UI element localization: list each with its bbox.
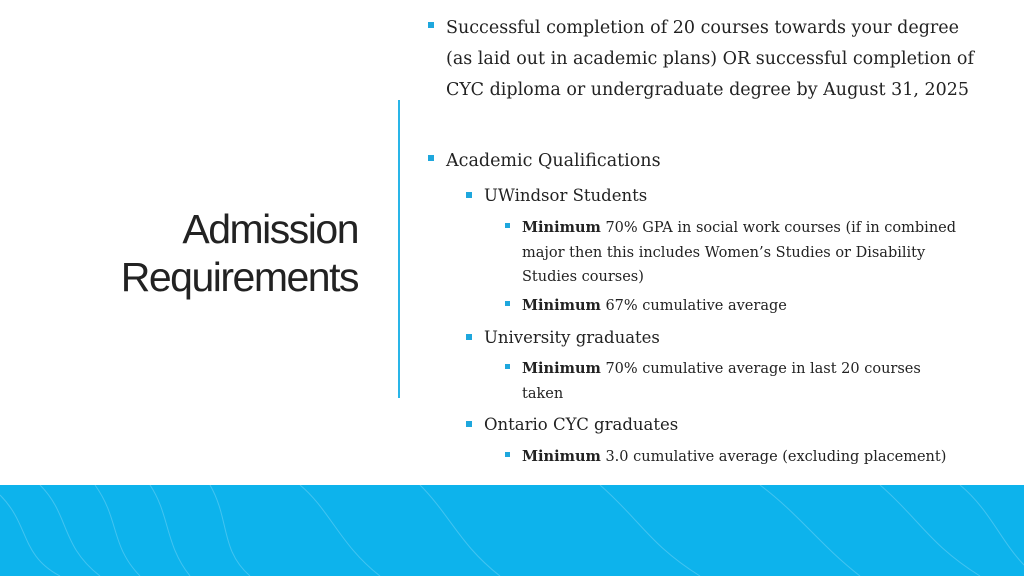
ontario-cyc-graduates-text: Ontario CYC graduates	[484, 415, 679, 434]
minimum-label: Minimum	[522, 297, 601, 314]
uwindsor-gpa-detail: 70% GPA in social work courses (if in combined major then this includes Women’s Studies or Disability Studies courses)	[522, 220, 957, 285]
uwindsor-average-detail: 67% cumulative average	[600, 298, 787, 314]
uwindsor-average-text	[522, 294, 962, 319]
minimum-label: Minimum	[522, 448, 601, 465]
square-bullet-icon	[505, 452, 510, 457]
academic-qualifications-text: Academic Qualifications	[446, 151, 661, 171]
square-bullet-icon	[505, 223, 510, 228]
graduates-average-text	[522, 357, 962, 406]
university-graduates-text: University graduates	[484, 328, 660, 347]
slide-title	[58, 205, 358, 301]
cyc-average-text	[522, 445, 1002, 470]
slide-title-line-1: Admission	[182, 206, 358, 252]
completion-text: Successful completion of 20 courses towards your degree (as laid out in academic plans) OR successful completion of CYC diploma or undergraduate degree by August 31, 2025	[446, 18, 974, 100]
square-bullet-icon	[466, 334, 472, 340]
cyc-average-detail: 3.0 cumulative average (excluding placement)	[600, 449, 947, 465]
square-bullet-icon	[466, 192, 472, 198]
minimum-label: Minimum	[522, 219, 601, 236]
uwindsor-gpa-text	[522, 216, 962, 290]
vertical-divider	[398, 100, 400, 398]
minimum-label: Minimum	[522, 360, 601, 377]
uwindsor-students-text: UWindsor Students	[484, 186, 648, 205]
square-bullet-icon	[505, 301, 510, 306]
slide-title-line-2: Requirements	[120, 254, 358, 300]
square-bullet-icon	[428, 22, 434, 28]
decorative-wave-lines	[0, 485, 1024, 576]
square-bullet-icon	[505, 364, 510, 369]
graduates-average-detail: 70% cumulative average in last 20 courses taken	[522, 361, 921, 402]
decorative-footer-band	[0, 485, 1024, 576]
square-bullet-icon	[466, 421, 472, 427]
square-bullet-icon	[428, 155, 434, 161]
